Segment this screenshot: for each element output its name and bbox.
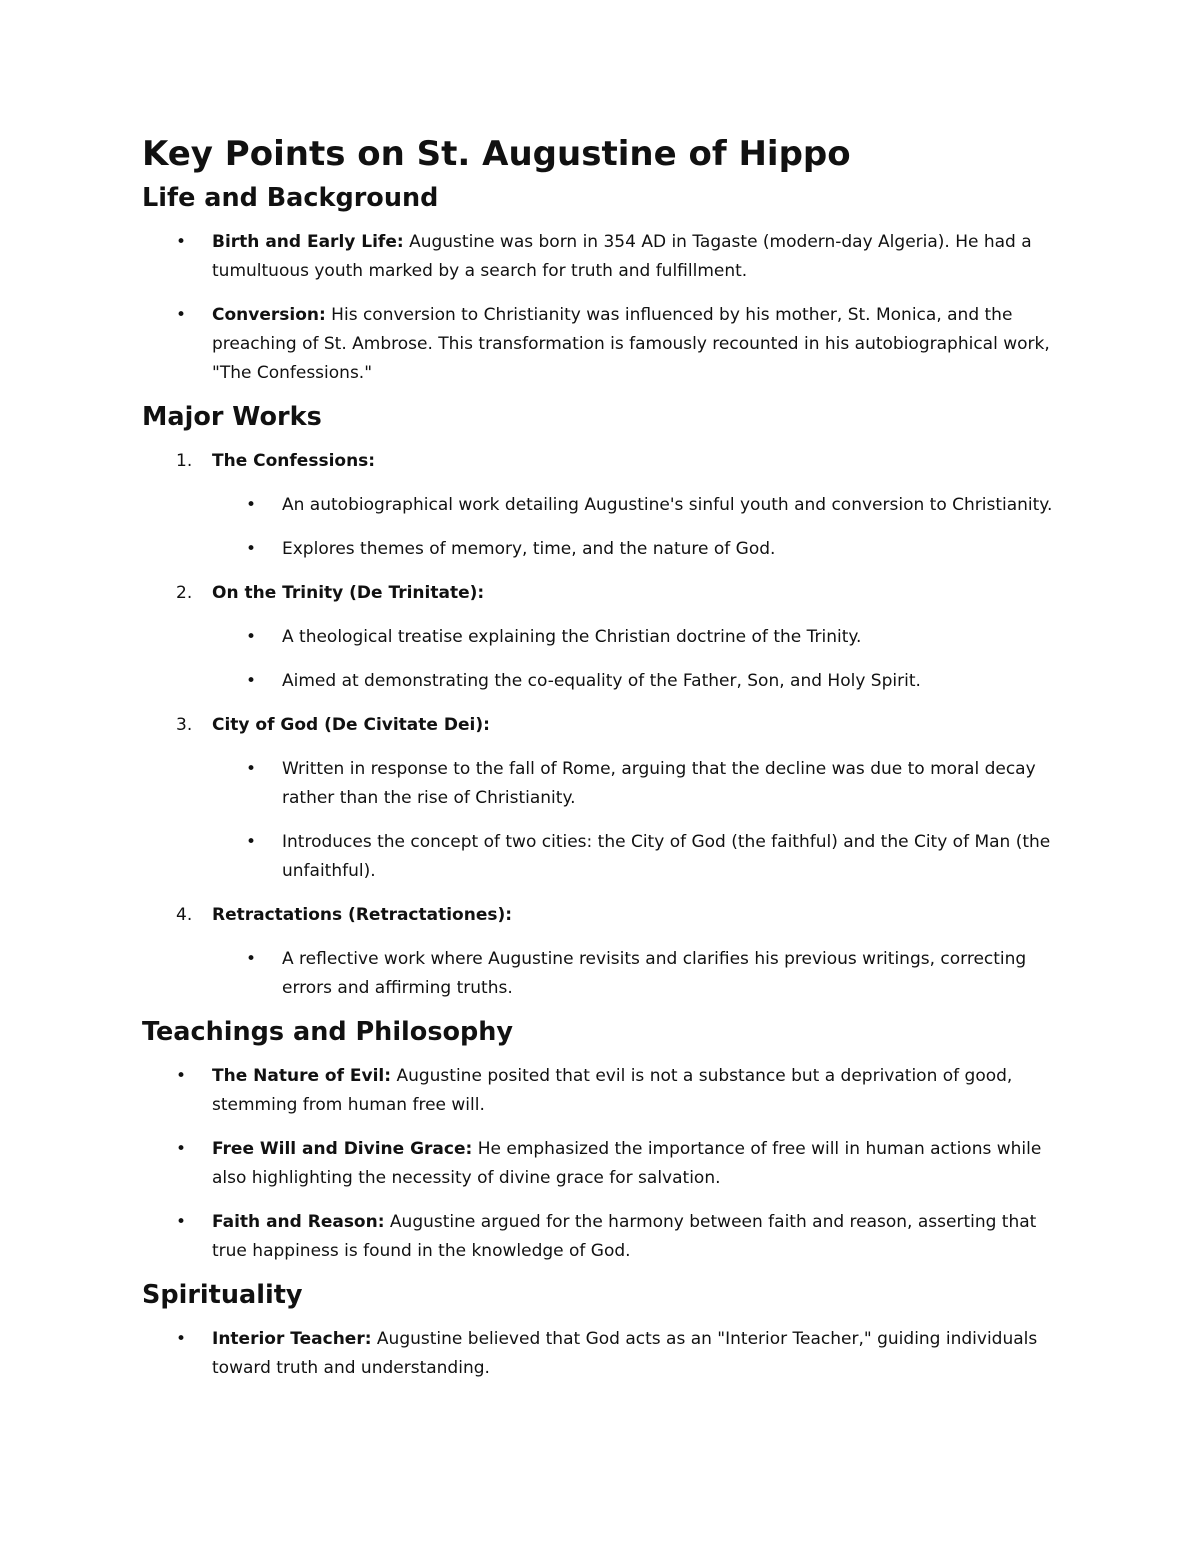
point-text: Explores themes of memory, time, and the nature of God. [282,539,776,559]
list-item-nature-of-evil [142,1062,1072,1120]
bullet-icon: • [176,1329,187,1349]
term-birth: Birth and Early Life: [212,232,404,252]
section-heading-life: Life and Background [142,183,439,213]
teachings-list [142,1062,1072,1266]
bullet-icon: • [246,832,257,852]
bullet-icon: • [176,1066,187,1086]
work-item-city-of-god [142,711,1072,886]
list-item-interior-teacher [142,1325,1072,1383]
document-content [142,134,1072,1398]
work-number: 4. [176,905,193,925]
work-title-confessions: The Confessions: [212,451,376,471]
work-title-retractations: Retractations (Retractationes): [212,905,513,925]
description-free-will: He emphasized the importance of free will in human actions while also highlighting the necessity of divine grace for salvation. [212,1139,1042,1188]
description-faith-reason: Augustine argued for the harmony between faith and reason, asserting that true happiness is found in the knowledge of God. [212,1212,1037,1261]
term-nature-of-evil: The Nature of Evil: [212,1066,392,1086]
major-works-list [142,447,1072,1003]
bullet-icon: • [176,1139,187,1159]
work-number: 1. [176,451,193,471]
bullet-icon: • [246,671,257,691]
work-title-city-of-god: City of God (De Civitate Dei): [212,715,490,735]
confessions-points [212,491,1072,564]
point-text: Introduces the concept of two cities: the City of God (the faithful) and the City of Man (the unfaithful). [282,832,1051,881]
point-text: Written in response to the fall of Rome, arguing that the decline was due to moral decay rather than the rise of Christianity. [282,759,1036,808]
description-birth: Augustine was born in 354 AD in Tagaste (modern-day Algeria). He had a tumultuous youth marked by a search for truth and fulfillment. [212,232,1032,281]
list-item-free-will [142,1135,1072,1193]
bullet-icon: • [246,539,257,559]
retractations-points [212,945,1072,1003]
sub-list-item [212,828,1072,886]
term-interior-teacher: Interior Teacher: [212,1329,372,1349]
description-conversion: His conversion to Christianity was influenced by his mother, St. Monica, and the preaching of St. Ambrose. This transformation is famously recounted in his autobiographical work, "The Confessions." [212,305,1050,383]
list-item-birth [142,228,1072,286]
bullet-icon: • [246,759,257,779]
work-item-trinity [142,579,1072,696]
bullet-icon: • [176,305,187,325]
point-text: An autobiographical work detailing Augustine's sinful youth and conversion to Christianity. [282,495,1053,515]
sub-list-item [212,623,1072,652]
bullet-icon: • [246,949,257,969]
trinity-points [212,623,1072,696]
city-of-god-points [212,755,1072,886]
section-heading-works: Major Works [142,402,322,432]
point-text: Aimed at demonstrating the co-equality of the Father, Son, and Holy Spirit. [282,671,921,691]
sub-list-item [212,667,1072,696]
document-title: Key Points on St. Augustine of Hippo [142,134,851,174]
term-faith-reason: Faith and Reason: [212,1212,385,1232]
bullet-icon: • [246,627,257,647]
sub-list-item [212,535,1072,564]
section-heading-spirituality: Spirituality [142,1280,303,1310]
section-heading-teachings: Teachings and Philosophy [142,1017,514,1047]
sub-list-item [212,755,1072,813]
spirituality-list [142,1325,1072,1383]
description-interior-teacher: Augustine believed that God acts as an "Interior Teacher," guiding individuals toward truth and understanding. [212,1329,1038,1378]
bullet-icon: • [176,232,187,252]
term-conversion: Conversion: [212,305,326,325]
bullet-icon: • [176,1212,187,1232]
sub-list-item [212,945,1072,1003]
bullet-icon: • [246,495,257,515]
sub-list-item [212,491,1072,520]
life-list [142,228,1072,388]
work-number: 2. [176,583,193,603]
list-item-conversion [142,301,1072,388]
description-nature-of-evil: Augustine posited that evil is not a substance but a deprivation of good, stemming from human free will. [212,1066,1013,1115]
work-number: 3. [176,715,193,735]
point-text: A reflective work where Augustine revisits and clarifies his previous writings, correcting errors and affirming truths. [282,949,1027,998]
list-item-faith-reason [142,1208,1072,1266]
work-title-trinity: On the Trinity (De Trinitate): [212,583,485,603]
term-free-will: Free Will and Divine Grace: [212,1139,473,1159]
point-text: A theological treatise explaining the Christian doctrine of the Trinity. [282,627,862,647]
work-item-confessions [142,447,1072,564]
work-item-retractations [142,901,1072,1003]
